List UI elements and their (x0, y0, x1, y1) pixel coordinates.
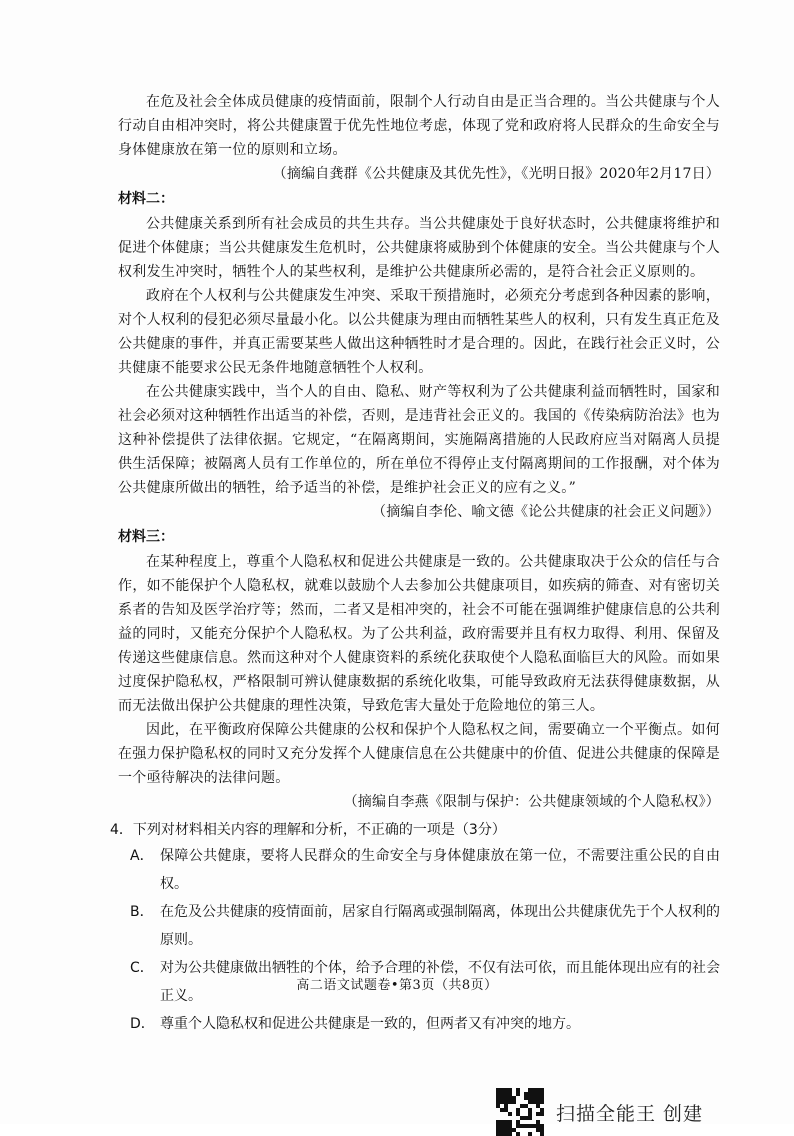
material3-source: （摘编自李燕《限制与保护：公共健康领域的个人隐私权》） (343, 794, 720, 810)
option-c-text: 对为公共健康做出牺牲的个体，给予合理的补偿，不仅有法可依，而且能体现出应有的社会正义。 (160, 960, 720, 1004)
material2-paragraph-2: 政府在个人权利与公共健康发生冲突、采取干预措施时，必须充分考虑到各种因素的影响，对个人权利的侵犯必须尽量最小化。以公共健康为理由而牺牲某些人的权利，只有发生真正危及公共健康的事件，并真正需要某些人做出这种牺牲时才是合理的。因此，在践行社会正义时，公共健康不能要求公民无条件地随意牺牲个人权利。 (118, 288, 720, 376)
material3-paragraph-1: 在某种程度上，尊重个人隐私权和促进公共健康是一致的。公共健康取决于公众的信任与合作，如不能保护个人隐私权，就难以鼓励个人去参加公共健康项目，如疾病的筛查、对有密切关系者的告知及医学治疗等；然而，二者又是相冲突的，社会不可能在强调维护健康信息的公共利益的同时，又能充分保护个人隐私权。为了公共利益，政府需要并且有权力取得、利用、保留及传递这些健康信息。然而这种对个人健康资料的系统化获取使个人隐私面临巨大的风险。而如果过度保护隐私权，严格限制可辨认健康数据的系统化收集，可能导致政府无法获得健康数据，从而无法做出保护公共健康的理性决策，导致危害大量处于危险地位的第三人。 (118, 554, 720, 714)
material3-paragraph-2: 因此，在平衡政府保障公共健康的公权和保护个人隐私权之间，需要确立一个平衡点。如何在强力保护隐私权的同时又充分发挥个人健康信息在公共健康中的价值、促进公共健康的保障是一个亟待解决的法律问题。 (118, 722, 720, 786)
option-c-letter: C． (130, 960, 154, 976)
material2-paragraph-1: 公共健康关系到所有社会成员的共生共存。当公共健康处于良好状态时，公共健康将维护和促进个体健康；当公共健康发生危机时，公共健康将威胁到个体健康的安全。当公共健康与个人权利发生冲突时，牺牲个人的某些权利，是维护公共健康所必需的，是符合社会正义原则的。 (118, 216, 720, 280)
material2-heading: 材料二： (118, 191, 174, 207)
material2-paragraph-3: 在公共健康实践中，当个人的自由、隐私、财产等权利为了公共健康利益而牺牲时，国家和社会必须对这种牺牲作出适当的补偿，否则，是违背社会正义的。我国的《传染病防治法》也为这种补偿提供了法律依据。它规定，“在隔离期间，实施隔离措施的人民政府应当对隔离人员提供生活保障；被隔离人员有工作单位的，所在单位不得停止支付隔离期间的工作报酬，对个体为公共健康所做出的牺牲，给予适当的补偿，是维护社会正义的应有之义。” (118, 384, 720, 496)
option-d (118, 1010, 720, 1038)
option-a (118, 842, 720, 898)
option-b-letter: B． (130, 904, 154, 920)
page-content (110, 90, 720, 1038)
scanner-brand: 扫描全能王 创建 (556, 1102, 704, 1125)
material1-tail-paragraph: 在危及社会全体成员健康的疫情面前，限制个人行动自由是正当合理的。当公共健康与个人行动自由相冲突时，将公共健康置于优先性地位考虑，体现了党和政府将人民群众的生命安全与身体健康放在第一位的原则和立场。 (118, 94, 720, 158)
option-b (118, 898, 720, 954)
option-a-letter: A． (130, 848, 154, 864)
material3-heading: 材料三： (118, 529, 174, 545)
qr-code-icon (496, 1088, 544, 1136)
material1-source: （摘编自龚群《公共健康及其优先性》，《光明日报》2020年2月17日） (272, 166, 720, 182)
question-options (118, 842, 720, 1038)
page-footer: 高二语文试题卷•第3页（共8页） (296, 978, 498, 993)
material2-source: （摘编自李伦、喻文德《论公共健康的社会正义问题》） (372, 504, 720, 520)
question-stem: 4．下列对材料相关内容的理解和分析，不正确的一项是（3分） (110, 822, 506, 838)
option-d-letter: D． (130, 1016, 155, 1032)
scanner-watermark (496, 1088, 703, 1136)
option-b-text: 在危及公共健康的疫情面前，居家自行隔离或强制隔离，体现出公共健康优先于个人权利的原则。 (160, 904, 720, 948)
option-d-text: 尊重个人隐私权和促进公共健康是一致的，但两者又有冲突的地方。 (160, 1016, 580, 1032)
option-a-text: 保障公共健康，要将人民群众的生命安全与身体健康放在第一位，不需要注重公民的自由权。 (160, 848, 720, 892)
